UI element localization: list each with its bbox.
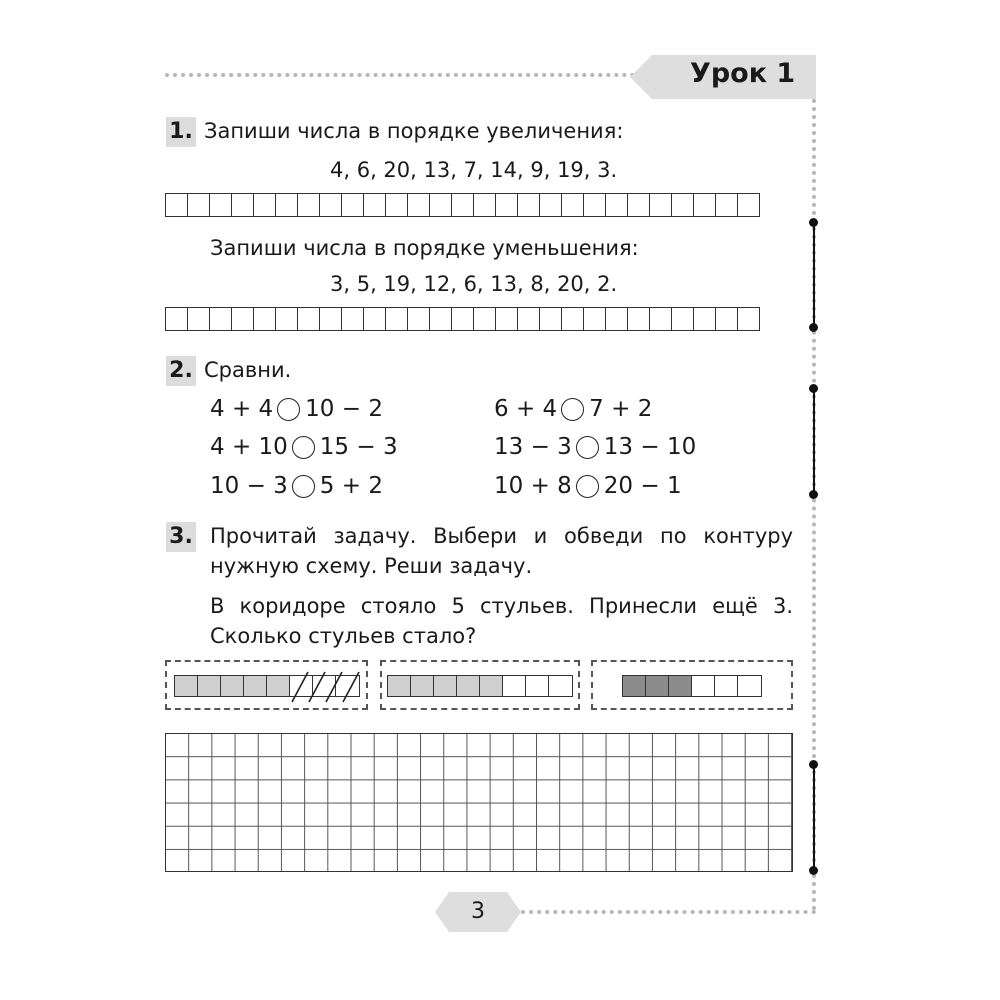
answer-cell[interactable] [166,308,188,330]
answer-cell[interactable] [386,194,408,216]
scheme-cell [738,676,761,696]
compare-circle[interactable] [277,398,300,421]
task-2-title: Сравни. [204,358,292,382]
answer-cell[interactable] [188,194,210,216]
answer-cell[interactable] [584,194,606,216]
answer-cell[interactable] [738,194,760,216]
compare-left: 10 + 8 [494,473,572,499]
answer-cell[interactable] [254,308,276,330]
compare-circle[interactable] [292,475,315,498]
compare-left: 13 − 3 [494,434,572,460]
compare-right: 15 − 3 [319,434,398,460]
answer-cells-increase[interactable] [165,193,760,217]
compare-row [210,432,398,462]
compare-row [494,394,652,424]
answer-cell[interactable] [716,194,738,216]
answer-cell[interactable] [232,308,254,330]
compare-row [494,471,682,501]
side-dot [809,490,818,499]
task-2-number: 2. [166,356,196,386]
answer-cell[interactable] [672,308,694,330]
page-number: 3 [471,899,485,924]
answer-cell[interactable] [364,308,386,330]
answer-cell[interactable] [188,308,210,330]
task-3-number: 3. [166,522,196,552]
answer-cell[interactable] [694,308,716,330]
answer-cell[interactable] [276,308,298,330]
answer-cell[interactable] [606,308,628,330]
scheme-cell [669,676,692,696]
scheme-cell [480,676,503,696]
scheme-bar-3 [622,675,762,697]
answer-cell[interactable] [342,308,364,330]
scheme-cell [526,676,549,696]
scheme-cell [175,676,198,696]
scheme-cell [457,676,480,696]
answer-cell[interactable] [716,308,738,330]
answer-cells-decrease[interactable] [165,307,760,331]
answer-cell[interactable] [408,308,430,330]
compare-right: 10 − 2 [305,396,383,422]
compare-right: 13 − 10 [603,434,697,460]
answer-cell[interactable] [276,194,298,216]
task-1-number: 1. [166,117,196,147]
answer-cell[interactable] [386,308,408,330]
answer-cell[interactable] [672,194,694,216]
answer-cell[interactable] [562,194,584,216]
answer-cell[interactable] [496,308,518,330]
answer-cell[interactable] [320,308,342,330]
side-bracket-1 [813,222,815,328]
compare-right: 7 + 2 [589,396,653,422]
answer-cell[interactable] [650,194,672,216]
top-dotted-border [165,73,635,77]
scheme-cell [198,676,221,696]
compare-circle[interactable] [561,398,584,421]
answer-cell[interactable] [650,308,672,330]
compare-circle[interactable] [292,436,315,459]
compare-left: 4 + 10 [210,434,288,460]
answer-cell[interactable] [628,308,650,330]
task-3-instruction-line2: нужную схему. Реши задачу. [210,554,533,578]
lesson-title: Урок 1 [690,58,796,89]
compare-right: 20 − 1 [603,473,682,499]
answer-cell[interactable] [430,308,452,330]
side-dot [809,384,818,393]
answer-cell[interactable] [452,308,474,330]
side-bracket-2 [813,388,815,494]
answer-cell[interactable] [584,308,606,330]
answer-cell[interactable] [518,194,540,216]
scheme-cell [388,676,411,696]
compare-right: 5 + 2 [319,473,383,499]
task-1-instruction-decrease: Запиши числа в порядке уменьшения: [210,236,639,260]
task-1-numbers-decrease: 3, 5, 19, 12, 6, 13, 8, 20, 2. [330,272,618,296]
answer-cell[interactable] [254,194,276,216]
scheme-cell [244,676,267,696]
side-bracket-3 [813,764,815,870]
scheme-cell [221,676,244,696]
compare-row [210,471,383,501]
answer-cell[interactable] [430,194,452,216]
answer-cell[interactable] [166,194,188,216]
answer-cell[interactable] [606,194,628,216]
answer-cell[interactable] [232,194,254,216]
compare-row [494,432,696,462]
compare-left: 6 + 4 [494,396,558,422]
task-1-instruction-increase: Запиши числа в порядке увеличения: [204,119,624,143]
scheme-cell [434,676,457,696]
compare-left: 4 + 4 [210,396,274,422]
answer-cell[interactable] [452,194,474,216]
answer-cell[interactable] [474,308,496,330]
scheme-cell [411,676,434,696]
side-dot [809,323,818,332]
answer-cell[interactable] [694,194,716,216]
answer-cell[interactable] [474,194,496,216]
answer-cell[interactable] [518,308,540,330]
task-3-problem-line1: В коридоре стояло 5 стульев. Принесли ещё 3. [210,594,793,618]
compare-circle[interactable] [576,475,599,498]
compare-left: 10 − 3 [210,473,288,499]
compare-row [210,394,383,424]
answer-cell[interactable] [298,194,320,216]
scheme-cell [715,676,738,696]
answer-grid[interactable] [165,733,793,872]
answer-cell[interactable] [562,308,584,330]
task-3-instruction-line1: Прочитай задачу. Выбери и обведи по контуру [210,524,793,548]
scheme-cell [503,676,526,696]
side-dot [809,218,818,227]
answer-cell[interactable] [342,194,364,216]
side-dot [809,866,818,875]
answer-cell[interactable] [540,308,562,330]
answer-cell[interactable] [364,194,386,216]
crossed-cells-mark [288,670,364,704]
scheme-cell [549,676,572,696]
answer-cell[interactable] [738,308,760,330]
scheme-bar-2 [387,675,573,697]
bottom-dotted-border [521,910,816,914]
scheme-cell [692,676,715,696]
compare-circle[interactable] [576,436,599,459]
answer-cell[interactable] [320,194,342,216]
side-dot [809,760,818,769]
scheme-cell [623,676,646,696]
answer-cell[interactable] [210,308,232,330]
answer-cell[interactable] [408,194,430,216]
answer-cell[interactable] [628,194,650,216]
answer-cell[interactable] [540,194,562,216]
task-1-numbers-increase: 4, 6, 20, 13, 7, 14, 9, 19, 3. [330,158,618,182]
answer-cell[interactable] [210,194,232,216]
scheme-cell [646,676,669,696]
task-3-problem-line2: Сколько стульев стало? [210,624,477,648]
answer-cell[interactable] [298,308,320,330]
answer-cell[interactable] [496,194,518,216]
scheme-cell [267,676,290,696]
